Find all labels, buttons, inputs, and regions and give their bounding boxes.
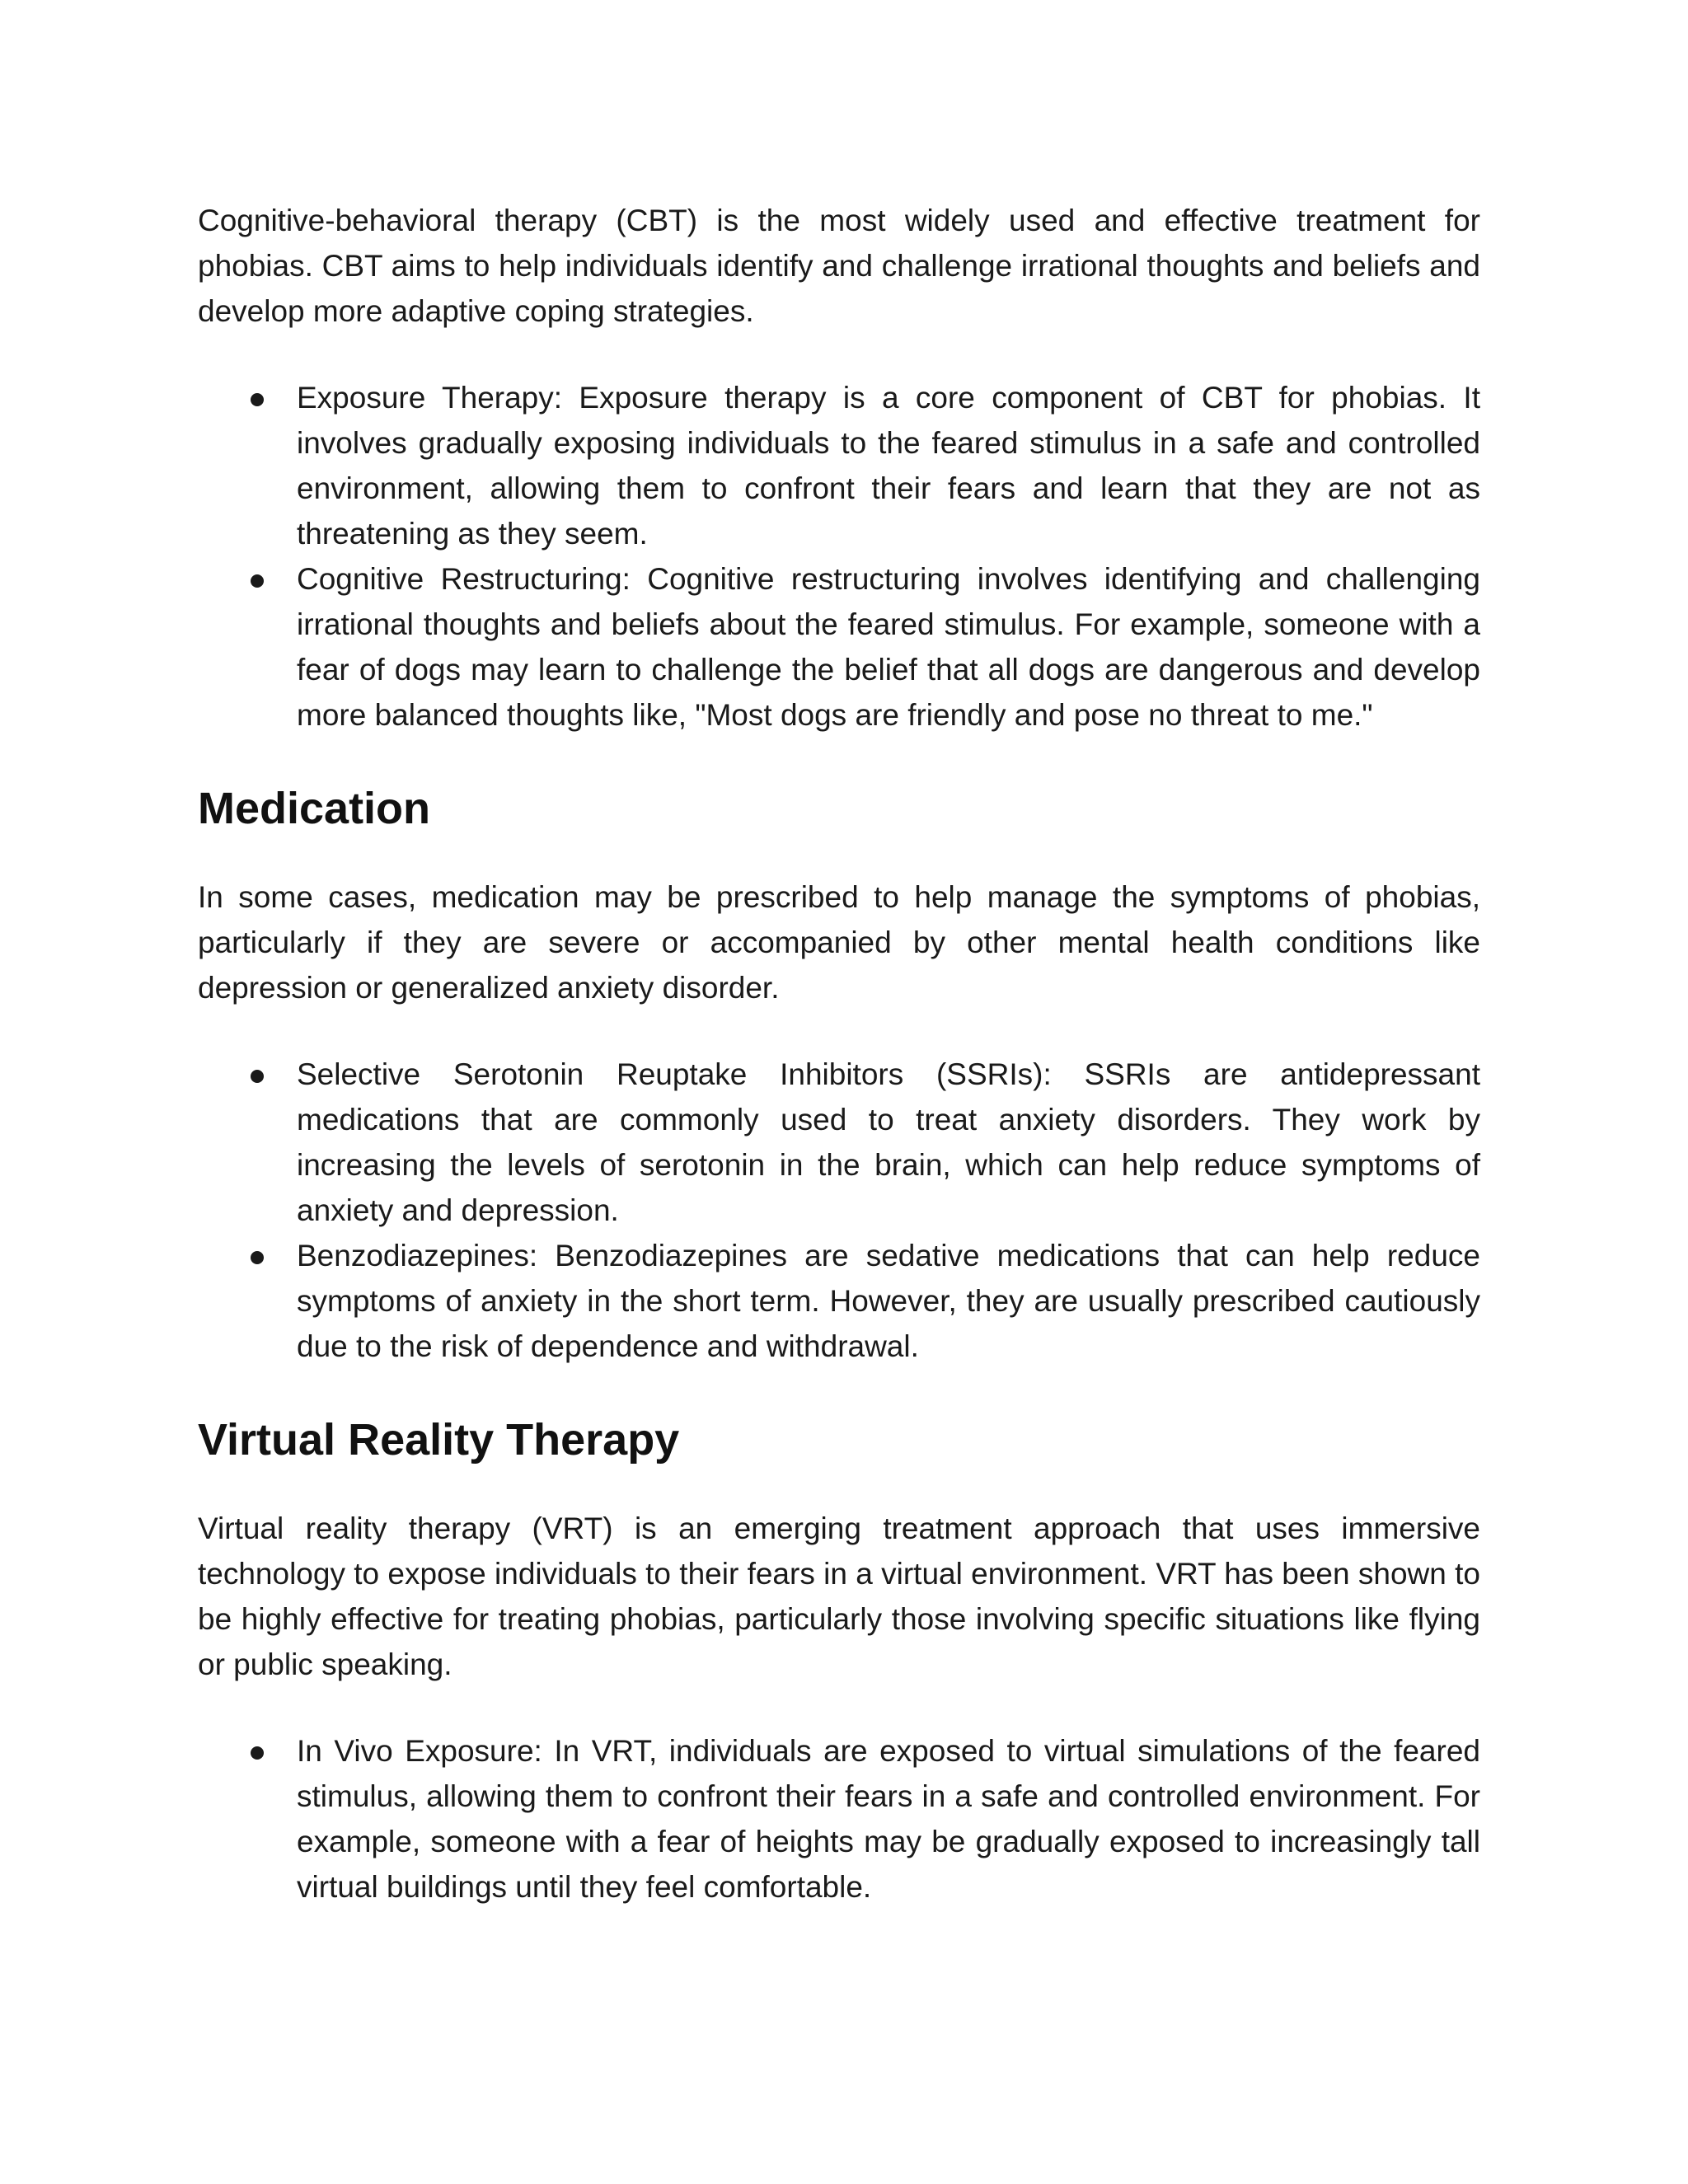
bullet-icon — [251, 393, 264, 406]
list-item — [198, 1052, 1480, 1233]
list-item — [198, 375, 1480, 556]
cbt-intro-paragraph: Cognitive-behavioral therapy (CBT) is the most widely used and effective treatment for phobias. CBT aims to help individuals identify and challenge irrational thoughts and beliefs and develop more adaptive coping strategies. — [198, 204, 1480, 328]
vrt-paragraph: Virtual reality therapy (VRT) is an emerging treatment approach that uses immersive technology to expose individuals to their fears in a virtual environment. VRT has been shown to be highly effective for treating phobias, particularly those involving specific situations like flying or public speaking. — [198, 1511, 1480, 1681]
medication-paragraph: In some cases, medication may be prescribed to help manage the symptoms of phobias, particularly if they are severe or accompanied by other mental health conditions like depression or generalized anxiety disorder. — [198, 880, 1480, 1005]
list-item-text: Selective Serotonin Reuptake Inhibitors (SSRIs): SSRIs are antidepressant medications that are commonly used to treat anxiety disorders. They work by increasing the levels of serotonin in the brain, which can help reduce symptoms of anxiety and depression. — [297, 1057, 1480, 1227]
medication-heading: Medication — [198, 784, 431, 833]
document-content — [198, 198, 1480, 1910]
list-item — [198, 1728, 1480, 1910]
list-item — [198, 1233, 1480, 1369]
list-item-text: In Vivo Exposure: In VRT, individuals are exposed to virtual simulations of the feared stimulus, allowing them to confront their fears in a safe and controlled environment. For example, someone with a fear of heights may be gradually exposed to increasingly tall virtual buildings until they feel comfortable. — [297, 1734, 1480, 1904]
medication-list — [198, 1052, 1480, 1369]
vrt-list — [198, 1728, 1480, 1910]
bullet-icon — [251, 574, 264, 588]
list-item-text: Exposure Therapy: Exposure therapy is a core component of CBT for phobias. It involves gradually exposing individuals to the feared stimulus in a safe and controlled environment, allowing them to confront their fears and learn that they are not as threatening as they seem. — [297, 381, 1480, 551]
list-item — [198, 556, 1480, 738]
list-item-text: Cognitive Restructuring: Cognitive restructuring involves identifying and challenging irrational thoughts and beliefs about the feared stimulus. For example, someone with a fear of dogs may learn to challenge the belief that all dogs are dangerous and develop more balanced thoughts like, "Most dogs are friendly and pose no threat to me." — [297, 562, 1480, 732]
cbt-techniques-list — [198, 375, 1480, 738]
vrt-heading: Virtual Reality Therapy — [198, 1415, 680, 1465]
bullet-icon — [251, 1746, 264, 1760]
bullet-icon — [251, 1070, 264, 1083]
bullet-icon — [251, 1251, 264, 1264]
list-item-text: Benzodiazepines: Benzodiazepines are sedative medications that can help reduce symptoms of anxiety in the short term. However, they are usually prescribed cautiously due to the risk of dependence and withdrawal. — [297, 1239, 1480, 1363]
